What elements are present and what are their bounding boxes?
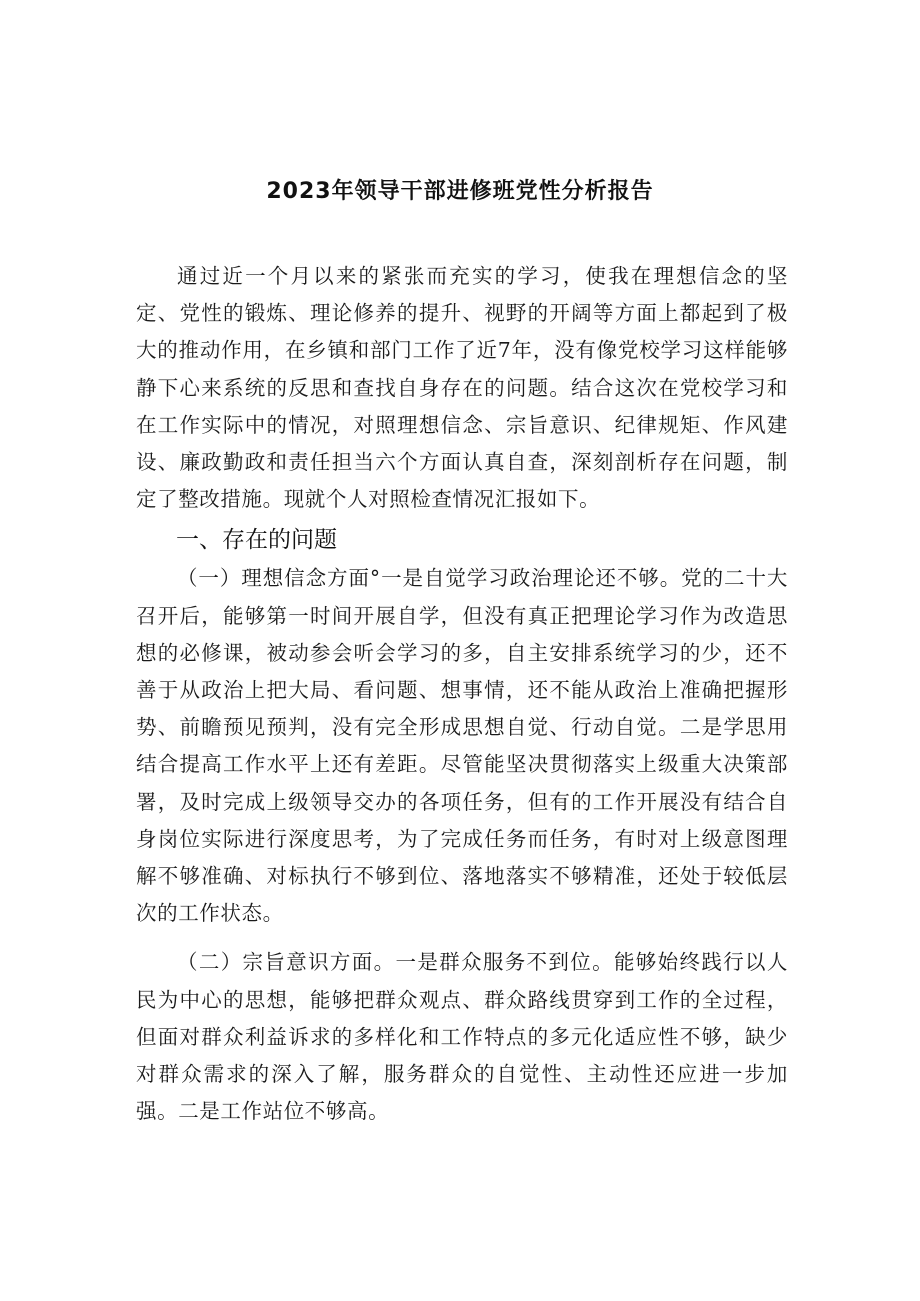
intro-paragraph: 通过近一个月以来的紧张而充实的学习，使我在理想信念的坚定、党性的锻炼、理论修养的提升、视野的开阔等方面上都起到了极大的推动作用，在乡镇和部门工作了近7年，没有像党校学习这样能够静下心来系统的反思和查找自身存在的问题。结合这次在党校学习和在工作实际中的情况，对照理想信念、宗旨意识、纪律规矩、作风建设、廉政勤政和责任担当六个方面认真自查，深刻剖析存在问题，制定了整改措施。现就个人对照检查情况汇报如下。 bbox=[136, 264, 788, 512]
purpose-paragraph: （二）宗旨意识方面。一是群众服务不到位。能够始终践行以人民为中心的思想，能够把群众观点、群众路线贯穿到工作的全过程，但面对群众利益诉求的多样化和工作特点的多元化适应性不够，缺少对群众需求的深入了解，服务群众的自觉性、主动性还应进一步加强。二是工作站位不够高。 bbox=[136, 950, 788, 1124]
document-title: 2023年领导干部进修班党性分析报告 bbox=[266, 179, 654, 204]
section-heading: 一、存在的问题 bbox=[176, 527, 337, 554]
ideals-paragraph: （一）理想信念方面°一是自觉学习政治理论还不够。党的二十大召开后，能够第一时间开展自学，但没有真正把理论学习作为改造思想的必修课，被动参会听会学习的多，自主安排系统学习的少，还不善于从政治上把大局、看问题、想事情，还不能从政治上准确把握形势、前瞻预见预判，没有完全形成思想自觉、行动自觉。二是学思用结合提高工作水平上还有差距。尽管能坚决贯彻落实上级重大决策部署，及时完成上级领导交办的各项任务，但有的工作开展没有结合自身岗位实际进行深度思考，为了完成任务而任务，有时对上级意图理解不够准确、对标执行不够到位、落地落实不够精准，还处于较低层次的工作状态。 bbox=[136, 566, 788, 926]
document-body bbox=[136, 258, 788, 1130]
